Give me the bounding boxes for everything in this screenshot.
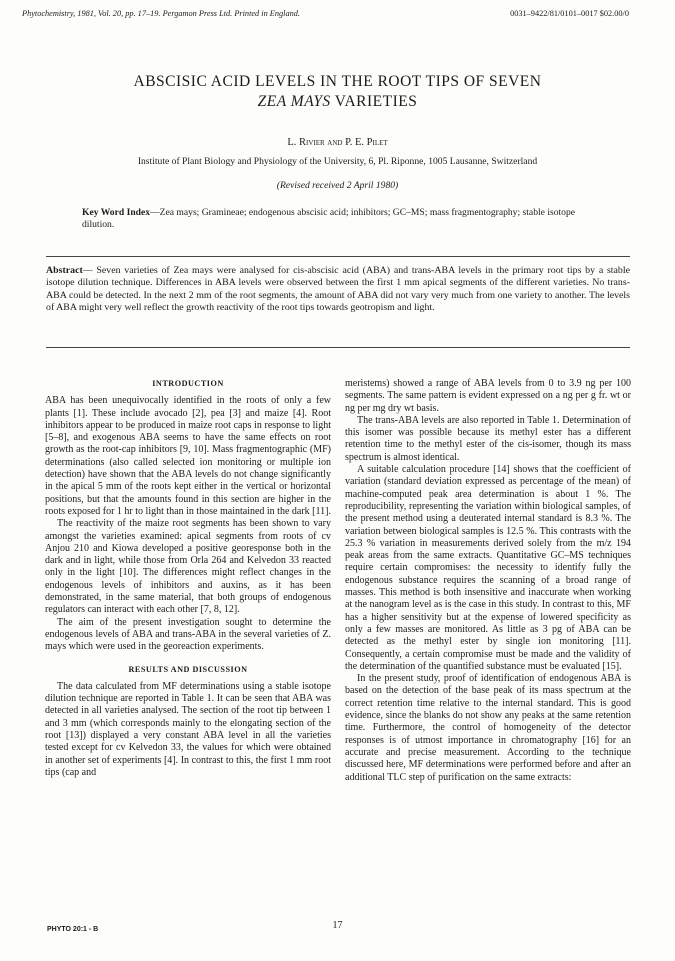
keywords-text: —Zea mays; Gramineae; endogenous abscisic acid; inhibitors; GC–MS; mass fragmentography; stable isotope dilution.	[82, 207, 576, 230]
title-line-2: ZEA MAYS VARIETIES	[257, 93, 418, 110]
right-paragraph-2: The trans-ABA levels are also reported in Table 1. Determination of this isomer was possible because its methyl ester has a different retention time to the methyl ester of the cis-isomer, though its mass spectrum is almost identical.	[345, 414, 631, 463]
rule-bottom	[46, 347, 630, 348]
abstract-label: Abstract	[46, 265, 83, 276]
results-paragraph-1: The data calculated from MF determinations using a stable isotope dilution technique are reported in Table 1. It can be seen that ABA was detected in all varieties analysed. The section of the root tip between 1 and 3 mm (which corresponds mainly to the elongating section of the root [13]) displayed a very constant ABA level in all the varieties tested except for cv Kelvedon 33, the values for which were obtained in another set of experiments [4]. In contrast to this, the first 1 mm root tips (cap and	[45, 680, 331, 778]
abstract	[46, 265, 630, 314]
revised-date: (Revised received 2 April 1980)	[276, 180, 399, 191]
left-column	[45, 378, 331, 779]
keywords-label: Key Word Index	[82, 207, 151, 218]
intro-paragraph-1: ABA has been unequivocally identified in the roots of only a few plants [1]. These include avocado [2], pea [3] and maize [4]. Root inhibitors appear to be produced in maize root caps in response to light [5–8], and exogenous ABA seems to have the same effects on root growth as the root-cap inhibitors [9, 10]. Mass fragmentographic (MF) determinations (also called selected ion monitoring or multiple ion detection) have shown that the ABA levels do not change significantly in the apical 5 mm of the roots kept either in the vertical or horizontal positions, but that the amounts found in this section are higher in the roots exposed for 1 hr to light than in those maintained in the dark [11].	[45, 395, 331, 517]
footer-code: PHYTO 20:1 - B	[47, 926, 99, 933]
right-paragraph-1: meristems) showed a range of ABA levels from 0 to 3.9 ng per 100 segments. The same pattern is evident expressed on a ng per g fr. wt or ng per mg dry wt basis.	[345, 378, 631, 414]
authors: L. Rivier and P. E. Pilet	[287, 137, 388, 148]
intro-paragraph-3: The aim of the present investigation sought to determine the endogenous levels of ABA and trans-ABA in the several varieties of Z. mays which were used in the georeaction experiments.	[45, 616, 331, 653]
running-header-citation: Phytochemistry, 1981, Vol. 20, pp. 17–19. Pergamon Press Ltd. Printed in England.	[22, 9, 301, 18]
keywords	[82, 207, 602, 231]
results-heading: RESULTS AND DISCUSSION	[128, 664, 248, 674]
introduction-heading: INTRODUCTION	[152, 379, 224, 388]
intro-paragraph-2: The reactivity of the maize root segments has been shown to vary amongst the varieties examined: apical segments from roots of cv Anjou 210 and Kiowa developed a positive georesponse both in the dark and in light, while those from Orla 264 and Kelvedon 33 reacted only in the light [10]. The differences might reflect changes in the endogenous levels of inhibitors and auxins, as it has been demonstrated, in the same material, that both groups of endogenous regulators can interact with each other [7, 8, 12].	[45, 518, 331, 616]
right-paragraph-3: A suitable calculation procedure [14] shows that the coefficient of variation (standard deviation expressed as percentage of the mean) of machine-computed peak area determination is about 1 %. The reproducibility, representing the variation within biological samples, of the present method using a deuterated internal standard is 8.3 %. The variation between biological samples is 12.5 %. This contrasts with the 25.3 % variation in measurements derived solely from the m/z 194 peak areas from the same extracts. Quantitative GC–MS techniques require certain compromises: the necessity to identify fully the endogenous substance requires the scanning of a broad range of masses. This method is both insensitive and inaccurate when working at the nanogram level as is the case in this study. In contrast to this, MF has a higher sensitivity but at the expense of lowered specificity as only a few masses are monitored. As little as 3 pg of ABA can be detected as the methyl ester by single ion monitoring [11]. Consequently, a certain compromise must be made and the validity of the determination of the quantified substance must be evaluated [15].	[345, 464, 631, 672]
right-column	[345, 378, 631, 784]
article-title	[0, 72, 675, 112]
right-paragraph-4: In the present study, proof of identification of endogenous ABA is based on the detection of the base peak of its mass spectrum at the correct retention time relative to the internal standard. This is good evidence, since the blanks do not show any peaks at the same retention time. Furthermore, the control of homogeneity of the detector responses is of utmost importance in chromatography [16] for an accurate and precise measurement. According to the technique discussed here, MF determinations were performed before and after an additional TLC step of purification on the same extracts:	[345, 673, 631, 783]
title-line-1: ABSCISIC ACID LEVELS IN THE ROOT TIPS OF SEVEN	[133, 73, 542, 90]
rule-top	[46, 256, 630, 257]
institution: Institute of Plant Biology and Physiology of the University, 6, Pl. Riponne, 1005 Lausanne, Switzerland	[137, 156, 538, 167]
running-header-issn: 0031–9422/81/0101–0017 $02.00/0	[510, 9, 629, 18]
page-number: 17	[332, 920, 343, 931]
abstract-text: — Seven varieties of Zea mays were analysed for cis-abscisic acid (ABA) and trans-ABA levels in the primary root tips by a stable isotope dilution technique. Differences in ABA levels were observed between the first 1 mm apical segments of the different varieties. No trans-ABA could be detected. In the next 2 mm of the root segments, the amount of ABA did not vary very much from one variety to another. The levels of ABA might very well reflect the growth reactivity of the root tips towards geotropism and light.	[46, 265, 630, 313]
